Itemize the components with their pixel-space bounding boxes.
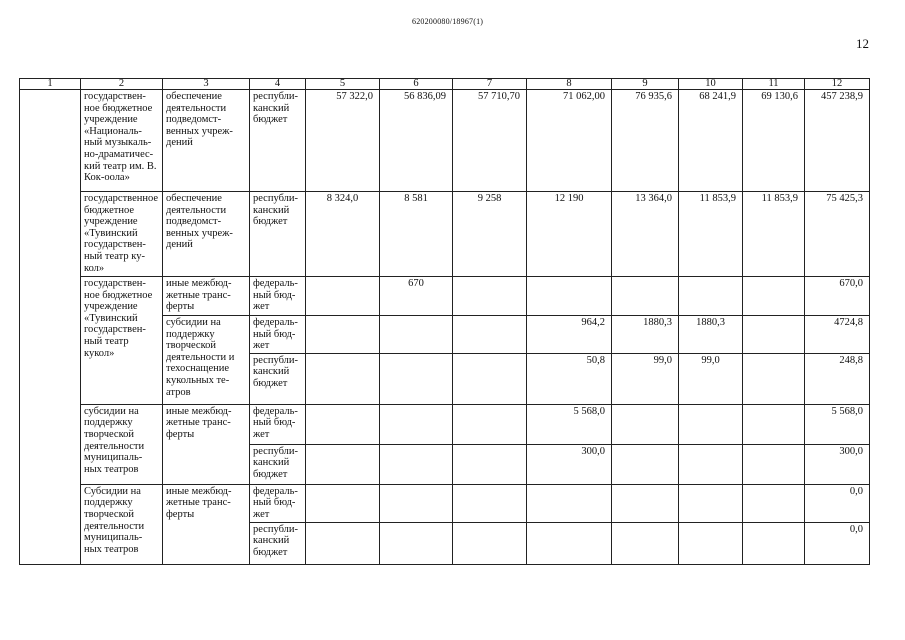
- value-cell: 670,0: [805, 277, 870, 316]
- column-header: 12: [805, 79, 870, 90]
- value-cell: [743, 277, 805, 316]
- value-cell: 8 324,0: [306, 192, 380, 277]
- value-cell: [453, 484, 527, 522]
- value-cell: [380, 484, 453, 522]
- column-header: 6: [380, 79, 453, 90]
- value-cell: 1880,3: [612, 316, 679, 354]
- value-cell: 964,2: [527, 316, 612, 354]
- budget-source-cell: республи-канский бюджет: [250, 522, 306, 564]
- column-header: 2: [81, 79, 163, 90]
- expense-type-cell: обеспечение деятельности подведомст-венных учреж-дений: [163, 192, 250, 277]
- value-cell: 69 130,6: [743, 90, 805, 192]
- budget-source-cell: республи-канский бюджет: [250, 192, 306, 277]
- value-cell: [743, 404, 805, 444]
- value-cell: [679, 277, 743, 316]
- expense-type-cell: субсидии на поддержку творческой деятельности и техоснащение кукольных те-атров: [163, 316, 250, 405]
- value-cell: 12 190: [527, 192, 612, 277]
- value-cell: [306, 316, 380, 354]
- budget-source-cell: республи-канский бюджет: [250, 90, 306, 192]
- value-cell: [453, 277, 527, 316]
- value-cell: [743, 522, 805, 564]
- table-cell-empty: [20, 90, 81, 565]
- column-header: 4: [250, 79, 306, 90]
- institution-cell: субсидии на поддержку творческой деятельности муниципаль-ных театров: [81, 404, 163, 484]
- value-cell: 71 062,00: [527, 90, 612, 192]
- budget-source-cell: федераль-ный бюд-жет: [250, 484, 306, 522]
- value-cell: 5 568,0: [805, 404, 870, 444]
- value-cell: 99,0: [679, 353, 743, 404]
- value-cell: 457 238,9: [805, 90, 870, 192]
- value-cell: [612, 484, 679, 522]
- institution-cell: государственное бюджетное учреждение «Тувинский государствен-ный театр ку-кол»: [81, 192, 163, 277]
- value-cell: [306, 522, 380, 564]
- table-row: [20, 192, 870, 277]
- value-cell: [453, 404, 527, 444]
- value-cell: 670: [380, 277, 453, 316]
- column-header: 9: [612, 79, 679, 90]
- value-cell: [743, 444, 805, 484]
- column-header-row: [20, 79, 870, 90]
- budget-source-cell: республи-канский бюджет: [250, 444, 306, 484]
- expense-type-cell: иные межбюд-жетные транс-ферты: [163, 484, 250, 564]
- value-cell: [679, 484, 743, 522]
- value-cell: [743, 484, 805, 522]
- column-header: 7: [453, 79, 527, 90]
- document-id: 620200080/18967(1): [412, 17, 484, 26]
- value-cell: [306, 444, 380, 484]
- value-cell: 11 853,9: [679, 192, 743, 277]
- value-cell: [306, 484, 380, 522]
- value-cell: 57 322,0: [306, 90, 380, 192]
- value-cell: [380, 353, 453, 404]
- expense-type-cell: иные межбюд-жетные транс-ферты: [163, 277, 250, 316]
- value-cell: 50,8: [527, 353, 612, 404]
- value-cell: [453, 316, 527, 354]
- value-cell: 8 581: [380, 192, 453, 277]
- value-cell: [453, 353, 527, 404]
- value-cell: 300,0: [527, 444, 612, 484]
- value-cell: 5 568,0: [527, 404, 612, 444]
- institution-cell: Субсидии на поддержку творческой деятельности муниципаль-ных театров: [81, 484, 163, 564]
- column-header: 3: [163, 79, 250, 90]
- value-cell: [380, 404, 453, 444]
- value-cell: [527, 484, 612, 522]
- value-cell: [306, 404, 380, 444]
- value-cell: [679, 522, 743, 564]
- value-cell: 0,0: [805, 522, 870, 564]
- value-cell: [453, 522, 527, 564]
- column-header: 11: [743, 79, 805, 90]
- value-cell: 300,0: [805, 444, 870, 484]
- value-cell: 99,0: [612, 353, 679, 404]
- value-cell: 9 258: [453, 192, 527, 277]
- table-row: [20, 404, 870, 444]
- value-cell: [306, 353, 380, 404]
- column-header: 5: [306, 79, 380, 90]
- column-header: 10: [679, 79, 743, 90]
- value-cell: 0,0: [805, 484, 870, 522]
- value-cell: [380, 316, 453, 354]
- value-cell: [612, 404, 679, 444]
- value-cell: 11 853,9: [743, 192, 805, 277]
- expense-type-cell: обеспечение деятельности подведомст-венных учреж-дений: [163, 90, 250, 192]
- value-cell: 75 425,3: [805, 192, 870, 277]
- value-cell: 13 364,0: [612, 192, 679, 277]
- table-row: [20, 277, 870, 316]
- value-cell: [679, 404, 743, 444]
- value-cell: 1880,3: [679, 316, 743, 354]
- institution-cell: государствен-ное бюджетное учреждение «Националь-ный музыкаль-но-драматичес-кий театр им. В. Кок-оола»: [81, 90, 163, 192]
- value-cell: 68 241,9: [679, 90, 743, 192]
- value-cell: [306, 277, 380, 316]
- value-cell: [527, 522, 612, 564]
- budget-source-cell: федераль-ный бюд-жет: [250, 404, 306, 444]
- value-cell: 76 935,6: [612, 90, 679, 192]
- value-cell: [527, 277, 612, 316]
- table-row: [20, 90, 870, 192]
- value-cell: 57 710,70: [453, 90, 527, 192]
- institution-cell: государствен-ное бюджетное учреждение «Тувинский государствен-ный театр кукол»: [81, 277, 163, 405]
- value-cell: [453, 444, 527, 484]
- value-cell: [380, 444, 453, 484]
- budget-source-cell: федераль-ный бюд-жет: [250, 316, 306, 354]
- budget-source-cell: республи-канский бюджет: [250, 353, 306, 404]
- value-cell: [612, 522, 679, 564]
- budget-source-cell: федераль-ный бюд-жет: [250, 277, 306, 316]
- column-header: 1: [20, 79, 81, 90]
- value-cell: [612, 277, 679, 316]
- value-cell: 4724,8: [805, 316, 870, 354]
- value-cell: [743, 316, 805, 354]
- value-cell: 248,8: [805, 353, 870, 404]
- value-cell: [612, 444, 679, 484]
- table-row: [20, 484, 870, 522]
- value-cell: [743, 353, 805, 404]
- page-number: 12: [856, 36, 869, 51]
- column-header: 8: [527, 79, 612, 90]
- value-cell: [679, 444, 743, 484]
- expense-type-cell: иные межбюд-жетные транс-ферты: [163, 404, 250, 484]
- budget-table: [19, 78, 870, 565]
- value-cell: 56 836,09: [380, 90, 453, 192]
- value-cell: [380, 522, 453, 564]
